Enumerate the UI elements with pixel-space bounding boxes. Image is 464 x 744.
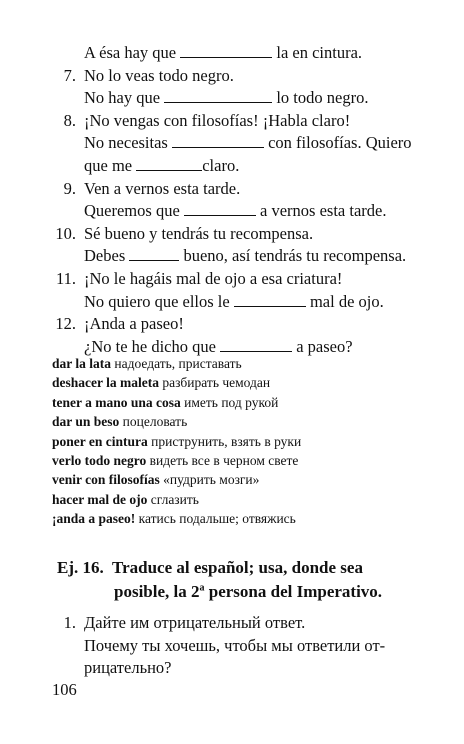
vocab-term: poner en cintura — [52, 433, 148, 449]
vocab-entry — [52, 432, 462, 452]
sentence-text: No necesitas con filosofías. Quiero — [84, 133, 412, 153]
exercise-line — [0, 178, 464, 200]
sentence-text: Debes bueno, así tendrás tu recompensa. — [84, 246, 407, 266]
vocab-entry — [52, 470, 462, 490]
sentence-text: No lo veas todo negro. — [84, 65, 234, 85]
vocab-entry — [52, 451, 462, 471]
vocab-translation: сглазить — [147, 491, 199, 507]
vocab-term: verlo todo negro — [52, 453, 147, 468]
sentence-text: ¿No te he dicho que a paseo? — [84, 336, 353, 356]
exercise-line — [0, 65, 464, 87]
item-number: 10. — [55, 223, 76, 243]
exercise-line — [0, 200, 464, 222]
item-number: 12. — [55, 314, 76, 334]
vocab-term: deshacer la maleta — [52, 375, 159, 391]
sentence-text: рицательно? — [84, 658, 172, 678]
vocab-entry — [52, 393, 462, 413]
exercise-line — [0, 245, 464, 267]
vocab-term: dar la lata — [52, 356, 112, 371]
sentence-text: Дайте им отрицательный ответ. — [84, 613, 306, 632]
fill-in-blank[interactable] — [184, 201, 256, 216]
vocab-entry — [52, 490, 462, 510]
item-number: 7. — [63, 65, 76, 85]
exercise-16-instruction-line2: posible, la 2$^a$ persona del Imperativo. — [114, 582, 383, 601]
vocab-entry — [52, 354, 462, 374]
fill-in-blank[interactable] — [129, 246, 179, 261]
vocab-translation: разбирать чемодан — [158, 375, 271, 391]
vocab-translation: надоедать, приставать — [111, 356, 242, 371]
sentence-text: Sé bueno y tendrás tu recompensa. — [84, 223, 314, 243]
exercise-line — [0, 291, 464, 313]
item-number: 11. — [55, 269, 76, 288]
vocab-entry — [52, 412, 462, 432]
exercise-line — [0, 268, 464, 290]
vocab-translation: катись подальше; отвяжись — [135, 511, 296, 527]
item-number: 9. — [63, 178, 76, 198]
sentence-text: Queremos que a vernos esta tarde. — [84, 201, 387, 221]
sentence-text: ¡No vengas con filosofías! ¡Habla claro! — [84, 110, 351, 130]
vocab-term: ¡anda a paseo! — [52, 511, 136, 527]
exercise-line — [0, 223, 464, 245]
exercise-16-line — [0, 612, 464, 634]
fill-in-blank[interactable] — [234, 292, 306, 307]
fill-in-blank[interactable] — [164, 88, 272, 103]
vocab-translation: приструнить, взять в руки — [147, 433, 302, 449]
exercise-line — [0, 132, 464, 154]
sentence-text: Почему ты хочешь, чтобы мы ответили от- — [84, 635, 386, 655]
exercise-16-instruction-line1: Traduce al español; usa, donde sea — [112, 558, 363, 577]
exercise-line — [0, 42, 464, 64]
exercise-line — [0, 155, 464, 177]
vocab-term: venir con filosofías — [52, 472, 160, 488]
page-number: 106 — [52, 680, 77, 699]
vocab-term: tener a mano una cosa — [52, 394, 181, 410]
fill-in-blank[interactable] — [172, 133, 264, 148]
exercise-16-line — [0, 635, 464, 657]
vocab-translation: поцеловать — [119, 414, 188, 430]
sentence-text: ¡No le hagáis mal de ojo a esa criatura! — [84, 269, 343, 288]
fill-in-blank[interactable] — [180, 43, 272, 58]
exercise-16-line — [0, 657, 464, 679]
vocab-entry — [52, 373, 462, 393]
exercise-line — [0, 313, 464, 335]
fill-in-blank[interactable] — [220, 337, 292, 352]
sentence-text: No quiero que ellos le mal de ojo. — [84, 291, 384, 311]
sentence-text: ¡Anda a paseo! — [84, 314, 184, 334]
vocab-translation: видеть все в черном свете — [146, 453, 299, 468]
sentence-text: que me claro. — [84, 156, 240, 175]
sentence-text: A ésa hay que la en cintura. — [84, 43, 363, 62]
exercise-line — [0, 87, 464, 109]
vocab-term: dar un beso — [52, 414, 120, 430]
sentence-text: Ven a vernos esta tarde. — [84, 178, 241, 198]
vocab-translation: «пудрить мозги» — [159, 472, 260, 488]
sentence-text: No hay que lo todo negro. — [84, 88, 369, 108]
exercise-line — [0, 110, 464, 132]
vocab-term: hacer mal de ojo — [52, 491, 148, 507]
exercise-16-label: Ej. 16. — [57, 558, 104, 577]
exercise-16-heading — [57, 556, 363, 580]
item-number: 1. — [63, 613, 76, 632]
vocab-translation: иметь под рукой — [180, 394, 279, 410]
item-number: 8. — [63, 110, 76, 130]
fill-in-blank[interactable] — [136, 156, 202, 171]
vocab-entry — [52, 509, 462, 529]
